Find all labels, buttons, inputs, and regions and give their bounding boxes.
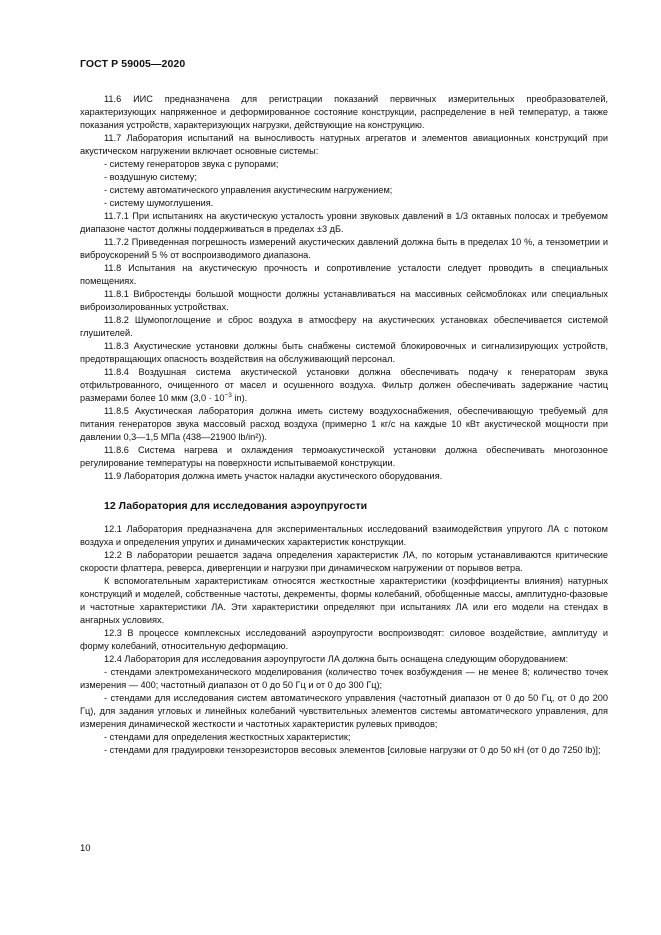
paragraph: 12.2 В лаборатории решается задача определения характеристик ЛА, по которым устанавливаются критические скорости флаттера, реверса, дивергенции и нагрузки при динамическом нагружении от порывов ветра. xyxy=(80,550,608,573)
section-gap xyxy=(80,483,608,499)
page-number: 10 xyxy=(80,843,91,854)
paragraph: - стендами для градуировки тензорезисторов весовых элементов [силовые нагрузки от 0 до 50 кН (от 0 до 7250 lb)]; xyxy=(104,745,601,755)
paragraphs-mid xyxy=(80,405,608,483)
paragraphs-bottom xyxy=(80,523,608,757)
paragraph-11-8-4 xyxy=(80,366,608,405)
paragraph: 11.7.2 Приведенная погрешность измерений акустических давлений должна быть в пределах 10 %, а тензометрии и виброускорений 5 % от воспроизводимого диапазона. xyxy=(80,237,608,260)
paragraph: 11.8.5 Акустическая лаборатория должна иметь систему воздухоснабжения, обеспечивающую требуемый для питания генераторов звука массовый расход воздуха (примерно 1 кг/с на каждые 10 кВт акустической мощности при давлении 0,3—1,5 МПа (438—21900 lb/in²)). xyxy=(80,406,608,442)
paragraph: - стендами для исследования систем автоматического управления (частотный диапазон от 0 до 50 Гц, от 0 до 200 Гц), для задания угловых и линейных колебаний чувствительных элементов системы автоматического управления, для измерения динамической жесткости и частотных характеристик рулевых приводов; xyxy=(80,693,608,729)
superscript-exponent: −3 xyxy=(224,391,232,399)
paragraph: 12.3 В процессе комплексных исследований аэроупругости воспроизводят: силовое воздействие, амплитуду и форму колебаний, относительную деформацию. xyxy=(80,628,608,651)
paragraph: - систему генераторов звука с рупорами; xyxy=(104,159,279,169)
paragraph: 11.7 Лаборатория испытаний на выносливость натурных агрегатов и элементов авиационных конструкций при акустическом нагружении включает основные системы: xyxy=(80,133,608,156)
paragraph: 11.8.6 Система нагрева и охлаждения термоакустической установки должна обеспечивать многозонное регулирование температуры на поверхности испытываемой конструкции. xyxy=(80,445,608,468)
paragraph: - систему шумоглушения. xyxy=(104,198,214,208)
paragraph: - воздушную систему; xyxy=(104,172,197,182)
paragraph: 11.8.3 Акустические установки должны быть снабжены системой блокировочных и сигнализирующих устройств, предотвращающих опасность воздействия на обслуживающий персонал. xyxy=(80,341,608,364)
paragraph-text-end: in). xyxy=(231,393,248,403)
paragraph: - систему автоматического управления акустическим нагружением; xyxy=(104,185,393,195)
paragraph: 11.9 Лаборатория должна иметь участок наладки акустического оборудования. xyxy=(104,471,443,481)
paragraph: - стендами для определения жесткостных характеристик; xyxy=(104,732,351,742)
paragraph: 12.1 Лаборатория предназначена для экспериментальных исследований взаимодействия упругого ЛА с потоком воздуха и определения упругих и динамических характеристик конструкции. xyxy=(80,524,608,547)
document-code: ГОСТ Р 59005—2020 xyxy=(80,58,186,70)
paragraph: 11.8.1 Вибростенды большой мощности должны устанавливаться на массивных сейсмоблоках или специальных виброизолированных устройствах. xyxy=(80,289,608,312)
body-text xyxy=(80,93,608,757)
paragraph-text: 11.8.4 Воздушная система акустической установки должна обеспечивать подачу к генераторам звука отфильтрованного, очищенного от масел и осушенного воздуха. Фильтр должен обеспечивать задержание частиц размерами более 10 мкм (3,0 · 10 xyxy=(80,367,608,403)
paragraph: 12.4 Лаборатория для исследования аэроупругости ЛА должна быть оснащена следующим оборудованием: xyxy=(104,654,569,664)
paragraph: - стендами электромеханического моделирования (количество точек возбуждения — не менее 8; количество точек измерения — 400; частотный диапазон от 0 до 50 Гц и от 0 до 300 Гц); xyxy=(80,667,608,690)
paragraph: 11.8.2 Шумопоглощение и сброс воздуха в атмосферу на акустических установках обеспечивается системой глушителей. xyxy=(80,315,608,338)
paragraph: 11.6 ИИС предназначена для регистрации показаний первичных измерительных преобразователей, характеризующих напряженное и деформированное состояние конструкции, распределение в ней температур, а также показания устройств, характеризующих нагрузки, действующие на конструкцию. xyxy=(80,94,608,130)
section-title: 12 Лаборатория для исследования аэроупругости xyxy=(104,500,368,512)
paragraph: К вспомогательным характеристикам относятся жесткостные характеристики (коэффициенты влияния) натурных конструкций и моделей, собственные частоты, декременты, формы колебаний, обобщенные массы, амплитудно-фазовые и частотные характеристики ЛА. Эти характеристики определяют при испытаниях ЛА или его модели на стендах в ангарных условиях. xyxy=(80,576,608,625)
paragraph: 11.8 Испытания на акустическую прочность и сопротивление усталости следует проводить в специальных помещениях. xyxy=(80,263,608,286)
paragraphs-top xyxy=(80,93,608,366)
paragraph: 11.7.1 При испытаниях на акустическую усталость уровни звуковых давлений в 1/3 октавных полосах и требуемом диапазоне частот должны поддерживаться в пределах ±3 дБ. xyxy=(80,211,608,234)
